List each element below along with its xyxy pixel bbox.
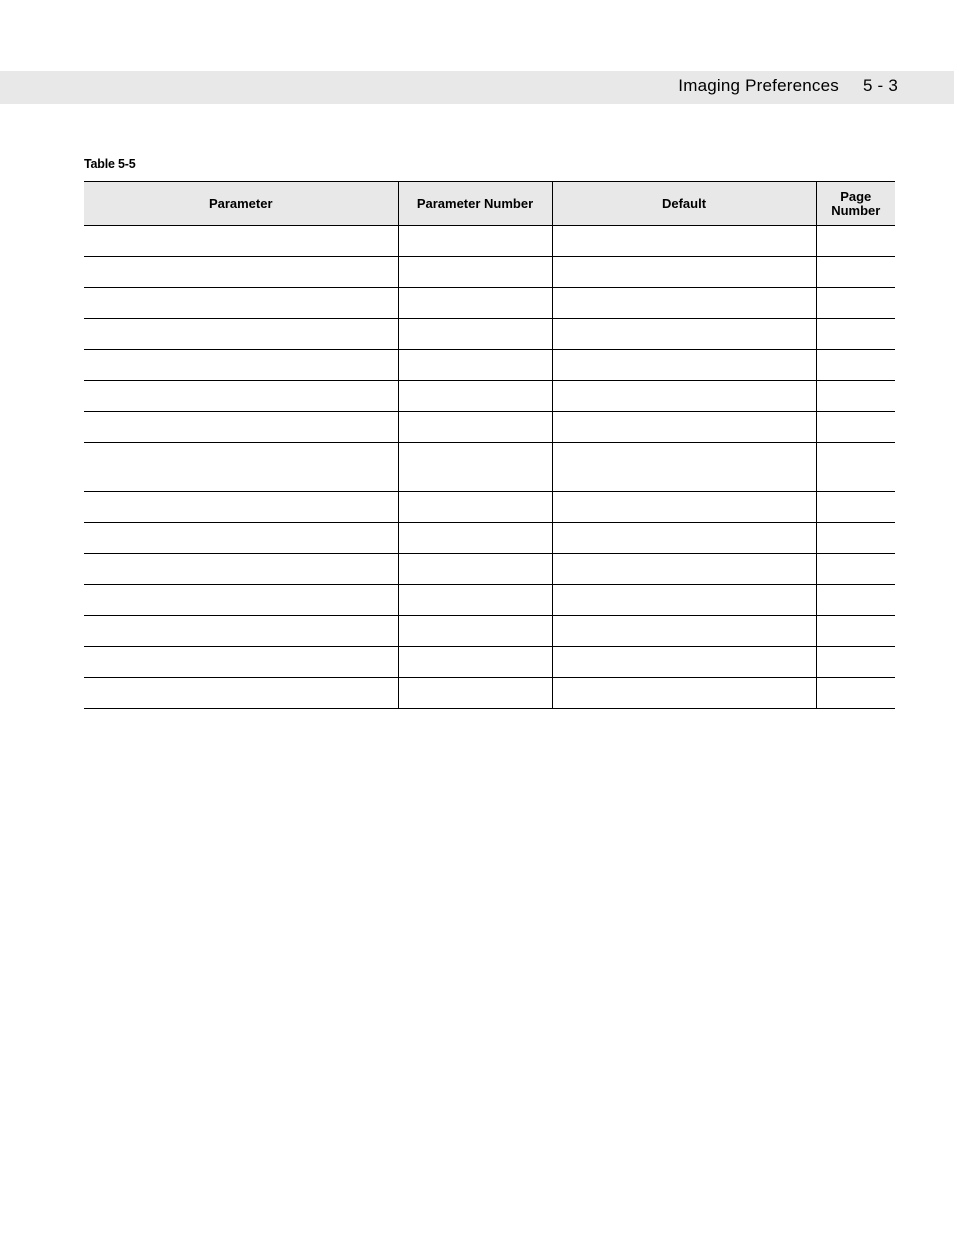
cell-parameter <box>84 678 398 709</box>
cell-parameter <box>84 226 398 257</box>
cell-page-number <box>816 523 895 554</box>
cell-page-number <box>816 350 895 381</box>
cell-default <box>552 257 816 288</box>
cell-page-number <box>816 554 895 585</box>
cell-default <box>552 647 816 678</box>
page-number: 5 - 3 <box>862 76 898 95</box>
cell-default <box>552 523 816 554</box>
cell-parameter-number <box>398 523 552 554</box>
cell-parameter-number <box>398 412 552 443</box>
column-header-parameter: Parameter <box>84 182 398 226</box>
cell-page-number <box>816 585 895 616</box>
table-row <box>84 554 895 585</box>
table-row <box>84 412 895 443</box>
cell-default <box>552 585 816 616</box>
cell-parameter <box>84 492 398 523</box>
cell-default <box>552 288 816 319</box>
cell-default <box>552 412 816 443</box>
table-row <box>84 319 895 350</box>
column-header-page-number: Page Number <box>816 182 895 226</box>
table-row <box>84 678 895 709</box>
cell-default <box>552 443 816 492</box>
table-row <box>84 647 895 678</box>
cell-parameter-number <box>398 288 552 319</box>
table-row <box>84 226 895 257</box>
table-row <box>84 288 895 319</box>
cell-parameter-number <box>398 678 552 709</box>
cell-page-number <box>816 443 895 492</box>
cell-page-number <box>816 616 895 647</box>
table-header-row <box>84 182 895 226</box>
cell-parameter-number <box>398 319 552 350</box>
cell-default <box>552 226 816 257</box>
cell-page-number <box>816 647 895 678</box>
cell-default <box>552 616 816 647</box>
cell-page-number <box>816 492 895 523</box>
cell-parameter-number <box>398 647 552 678</box>
cell-parameter <box>84 319 398 350</box>
cell-parameter-number <box>398 492 552 523</box>
cell-parameter-number <box>398 443 552 492</box>
table-caption: Table 5-5 <box>84 157 136 171</box>
cell-default <box>552 381 816 412</box>
cell-parameter <box>84 350 398 381</box>
cell-page-number <box>816 319 895 350</box>
cell-default <box>552 492 816 523</box>
cell-page-number <box>816 226 895 257</box>
section-title: Imaging Preferences <box>678 76 839 95</box>
cell-default <box>552 678 816 709</box>
cell-parameter-number <box>398 257 552 288</box>
table-row <box>84 616 895 647</box>
cell-parameter <box>84 585 398 616</box>
cell-page-number <box>816 381 895 412</box>
table-row <box>84 381 895 412</box>
table-row <box>84 257 895 288</box>
cell-parameter-number <box>398 226 552 257</box>
cell-default <box>552 319 816 350</box>
column-header-parameter-number: Parameter Number <box>398 182 552 226</box>
cell-default <box>552 554 816 585</box>
cell-parameter <box>84 381 398 412</box>
parameter-table <box>84 181 895 709</box>
cell-parameter <box>84 412 398 443</box>
cell-parameter <box>84 288 398 319</box>
cell-parameter-number <box>398 381 552 412</box>
cell-parameter-number <box>398 616 552 647</box>
table-row <box>84 443 895 492</box>
cell-default <box>552 350 816 381</box>
header-text <box>678 71 898 104</box>
cell-parameter-number <box>398 554 552 585</box>
cell-page-number <box>816 678 895 709</box>
cell-parameter-number <box>398 350 552 381</box>
table-row <box>84 523 895 554</box>
cell-parameter <box>84 554 398 585</box>
cell-page-number <box>816 257 895 288</box>
table-row <box>84 492 895 523</box>
cell-parameter <box>84 616 398 647</box>
cell-parameter <box>84 443 398 492</box>
cell-page-number <box>816 412 895 443</box>
page-header <box>0 71 954 104</box>
cell-parameter <box>84 523 398 554</box>
cell-parameter <box>84 257 398 288</box>
cell-page-number <box>816 288 895 319</box>
cell-parameter-number <box>398 585 552 616</box>
table-row <box>84 585 895 616</box>
cell-parameter <box>84 647 398 678</box>
table-row <box>84 350 895 381</box>
column-header-default: Default <box>552 182 816 226</box>
